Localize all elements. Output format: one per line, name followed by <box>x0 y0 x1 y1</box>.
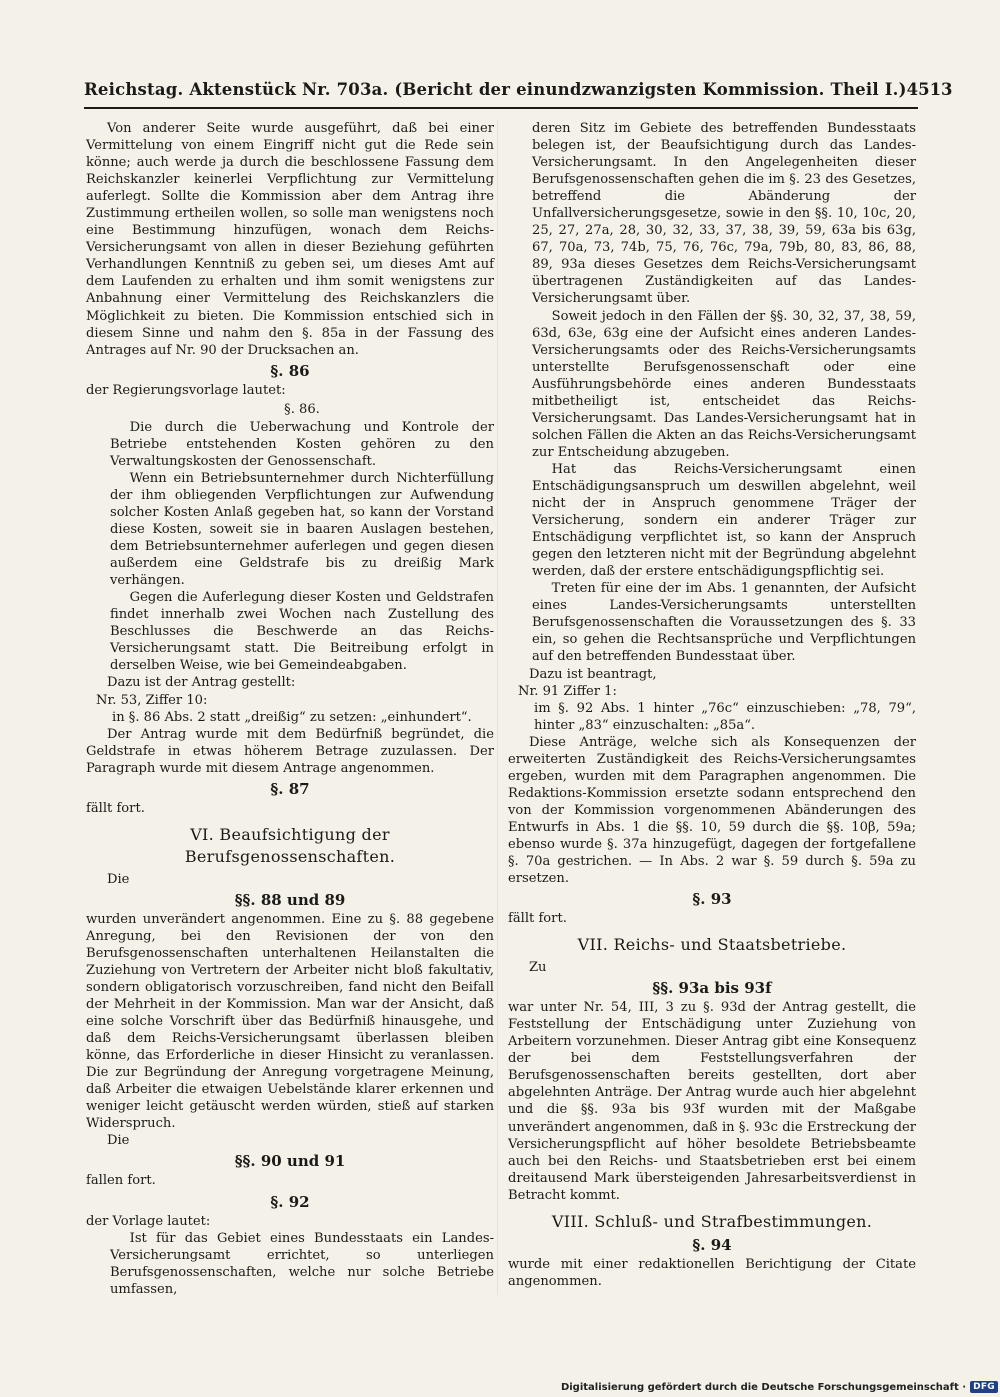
left-column <box>86 120 494 1298</box>
quoted-section-title: §. 86. <box>284 401 320 417</box>
quoted-paragraph: Hat das Reichs-Versicherungsamt einen Entschädigungsanspruch um deswillen abgelehnt, weil nicht der in Anspruch genommene Träger der Versicherung, sondern ein anderer Träger zur Entschädigung verpflichtet ist, so kann der Anspruch gegen den letzteren nicht mit der Begründung abgelehnt werden, daß der erstere entschädigungspflichtig sei. <box>532 461 916 580</box>
motion-reference: Nr. 53, Ziffer 10: <box>96 692 208 708</box>
section-heading: §. 92 <box>270 1192 310 1211</box>
column-divider <box>497 120 498 1295</box>
paragraph: Zu <box>528 960 547 976</box>
digitization-credit <box>561 1379 998 1395</box>
section-heading: §. 87 <box>270 779 310 798</box>
quoted-paragraph: Wenn ein Betriebsunternehmer durch Nichterfüllung der ihm obliegenden Verpflichtungen zur Aufwendung solcher Kosten Anlaß gegeben hat, so kann der Vorstand diese Kosten, soweit sie in baaren Auslagen bestehen, dem Betriebsunternehmer auferlegen und gegen diesen außerdem eine Geldstrafe bis zu dreißig Mark verhängen. <box>110 470 494 589</box>
section-heading: §. 94 <box>692 1235 732 1254</box>
chapter-heading: VII. Reichs- und Staatsbetriebe. <box>577 935 847 955</box>
paragraph: Dazu ist der Antrag gestellt: <box>106 675 296 691</box>
section-heading: §§. 93a bis 93f <box>652 979 772 998</box>
paragraph: wurden unverändert angenommen. Eine zu §. 88 gegebene Anregung, bei den Revisionen der von den Berufsgenossenschaften unterhaltenen Heilanstalten die Zuziehung von Vertretern der Arbeiter nicht bloß fakultativ, sondern obligatorisch vorzuschreiben, fand nicht den Beifall der Mehrheit in der Kommission. Man war der Ansicht, daß eine solche Vorschrift über das Bedürfniß hinausgehe, und daß dem Reichs-Versicherungsamt überlassen bleiben könne, das Erforderliche in dieser Hinsicht zu veranlassen. Die zur Begründung der Anregung vorgetragene Meinung, daß Arbeiter die etwaigen Uebelstände klarer erkennen und weniger leicht getäuscht werden würden, stieß auf starken Widerspruch. <box>86 911 494 1132</box>
paragraph: fällt fort. <box>86 800 145 816</box>
paragraph: Von anderer Seite wurde ausgeführt, daß bei einer Vermittelung von einem Eingriff nicht gut die Rede sein könne; auch werde ja durch die beschlossene Fassung dem Reichskanzler keinerlei Verpflichtung zur Vermittelung auferlegt. Sollte die Kommission aber dem Antrag ihre Zustimmung ertheilen wollen, so solle man wenigstens noch eine Bestimmung hinzufügen, wonach dem Reichs-Versicherungsamt von allen in dieser Beziehung geführten Verhandlungen Kenntniß zu geben sei, um dieses Amt auf dem Laufenden zu erhalten und ihm somit wenigstens zur Anbahnung einer Vermittelung des Reichskanzlers die Möglichkeit zu bieten. Die Kommission entschied sich in diesem Sinne und nahm den §. 85a in der Fassung des Antrages auf Nr. 90 der Drucksachen an. <box>86 121 494 358</box>
paragraph: der Vorlage lautet: <box>86 1213 211 1229</box>
quoted-paragraph: deren Sitz im Gebiete des betreffenden Bundesstaats belegen ist, der Beaufsichtigung durch das Landes-Versicherungsamt. In den Angelegenheiten dieser Berufsgenossenschaften gehen die im §. 23 des Gesetzes, betreffend die Abänderung der Unfallversicherungsgesetze, sowie in den §§. 10, 10c, 20, 25, 27, 27a, 28, 30, 32, 33, 37, 38, 39, 59, 63a bis 63g, 67, 70a, 73, 74b, 75, 76, 76c, 79a, 79b, 80, 83, 86, 88, 89, 93a dieses Gesetzes dem Reichs-Versicherungsamt übertragenen Zuständigkeiten auf das Landes-Versicherungsamt über. <box>532 121 916 307</box>
paragraph: Die <box>106 871 130 887</box>
motion-text: im §. 92 Abs. 1 hinter „76c“ einzuschieben: „78, 79“, hinter „83“ einzuschalten: „85a“. <box>534 700 916 733</box>
quoted-text <box>508 120 916 666</box>
header-rule <box>84 107 918 109</box>
quoted-text <box>86 1230 494 1298</box>
page-number: 4513 <box>906 80 953 99</box>
paragraph: war unter Nr. 54, III, 3 zu §. 93d der Antrag gestellt, die Feststellung der Entschädigung unter Zuziehung von Arbeitern vorzunehmen. Dieser Antrag gibt eine Konsequenz der bei dem Feststellungsverfahren der Berufsgenossenschaften bereits gestellten, dort aber abgelehnten Anträge. Der Antrag wurde auch hier abgelehnt und die §§. 93a bis 93f wurden mit der Maßgabe unverändert angenommen, daß in §. 93c die Erstreckung der Versicherungspflicht auf höher besoldete Betriebsbeamte auch bei den Reichs- und Staatsbetrieben erst bei einem dreitausend Mark übersteigenden Jahresarbeitsverdienst in Betracht kommt. <box>508 1000 916 1203</box>
paragraph: wurde mit einer redaktionellen Berichtigung der Citate angenommen. <box>508 1256 916 1289</box>
quoted-paragraph: Die durch die Ueberwachung und Kontrole der Betriebe entstehenden Kosten gehören zu den Verwaltungskosten der Genossenschaft. <box>110 419 494 469</box>
paragraph: fallen fort. <box>86 1173 156 1189</box>
quoted-paragraph: Soweit jedoch in den Fällen der §§. 30, 32, 37, 38, 59, 63d, 63e, 63g eine der Aufsicht eines anderen Landes-Versicherungsamts oder des Reichs-Versicherungsamts unterstellte Berufsgenossenschaft oder eine Ausführungsbehörde eines anderen Bundesstaats mitbetheiligt ist, entscheidet das Reichs-Versicherungsamt. Das Landes-Versicherungsamt hat in solchen Fällen die Akten an das Reichs-Versicherungsamt zur Entscheidung abzugeben. <box>532 308 916 460</box>
motion-text: in §. 86 Abs. 2 statt „dreißig“ zu setzen: „einhundert“. <box>112 709 472 725</box>
chapter-heading: VI. Beaufsichtigung der Berufsgenossenschaften. <box>184 824 396 866</box>
dfg-logo: DFG <box>970 1381 998 1393</box>
quoted-paragraph: Ist für das Gebiet eines Bundesstaats ein Landes-Versicherungsamt errichtet, so unterliegen Berufsgenossenschaften, welche nur solche Betriebe umfassen, <box>110 1230 494 1297</box>
section-heading: §§. 88 und 89 <box>234 890 346 909</box>
credit-text: Digitalisierung gefördert durch die Deutsche Forschungsgemeinschaft · <box>560 1381 967 1393</box>
section-heading: §. 93 <box>692 890 732 909</box>
paragraph: Der Antrag wurde mit dem Bedürfniß begründet, die Geldstrafe in etwas höherem Betrage zuzulassen. Der Paragraph wurde mit diesem Antrage angenommen. <box>86 726 494 776</box>
quoted-text <box>86 401 494 675</box>
quoted-paragraph: Gegen die Auferlegung dieser Kosten und Geldstrafen findet innerhalb zwei Wochen nach Zustellung des Beschlusses die Beschwerde an das Reichs-Versicherungsamt statt. Die Beitreibung erfolgt in derselben Weise, wie bei Gemeindeabgaben. <box>110 590 494 674</box>
paragraph: fällt fort. <box>508 911 567 927</box>
running-header <box>84 80 953 104</box>
paragraph: Dazu ist beantragt, <box>528 666 657 682</box>
section-heading: §. 86 <box>270 361 310 380</box>
quoted-paragraph: Treten für eine der im Abs. 1 genannten, der Aufsicht eines Landes-Versicherungsamts unterstellten Berufsgenossenschaften die Voraussetzungen des §. 33 ein, so gehen die Rechtsansprüche und Verpflichtungen auf den betreffenden Bundesstaat über. <box>532 581 916 665</box>
paragraph: der Regierungsvorlage lautet: <box>86 382 286 398</box>
paragraph: Diese Anträge, welche sich als Konsequenzen der erweiterten Zuständigkeit des Reichs-Versicherungsamtes ergeben, wurden mit dem Paragraphen angenommen. Die Redaktions-Kommission ersetzte sodann entsprechend den von der Kommission vorgenommenen Abänderungen des Entwurfs in Abs. 1 die §§. 10, 59 durch die §§. 10β, 59a; ebenso wurde §. 37a hinzugefügt, dagegen der fortgefallene §. 70a gestrichen. — In Abs. 2 war §. 59 durch §. 59a zu ersetzen. <box>508 734 916 887</box>
right-column <box>508 120 916 1290</box>
header-title: Reichstag. Aktenstück Nr. 703a. (Bericht der einundzwanzigsten Kommission. Theil I.) <box>84 80 907 99</box>
paragraph: Die <box>106 1133 130 1149</box>
section-heading: §§. 90 und 91 <box>234 1152 346 1171</box>
motion-reference: Nr. 91 Ziffer 1: <box>518 683 617 699</box>
chapter-heading: VIII. Schluß- und Strafbestimmungen. <box>551 1211 873 1231</box>
